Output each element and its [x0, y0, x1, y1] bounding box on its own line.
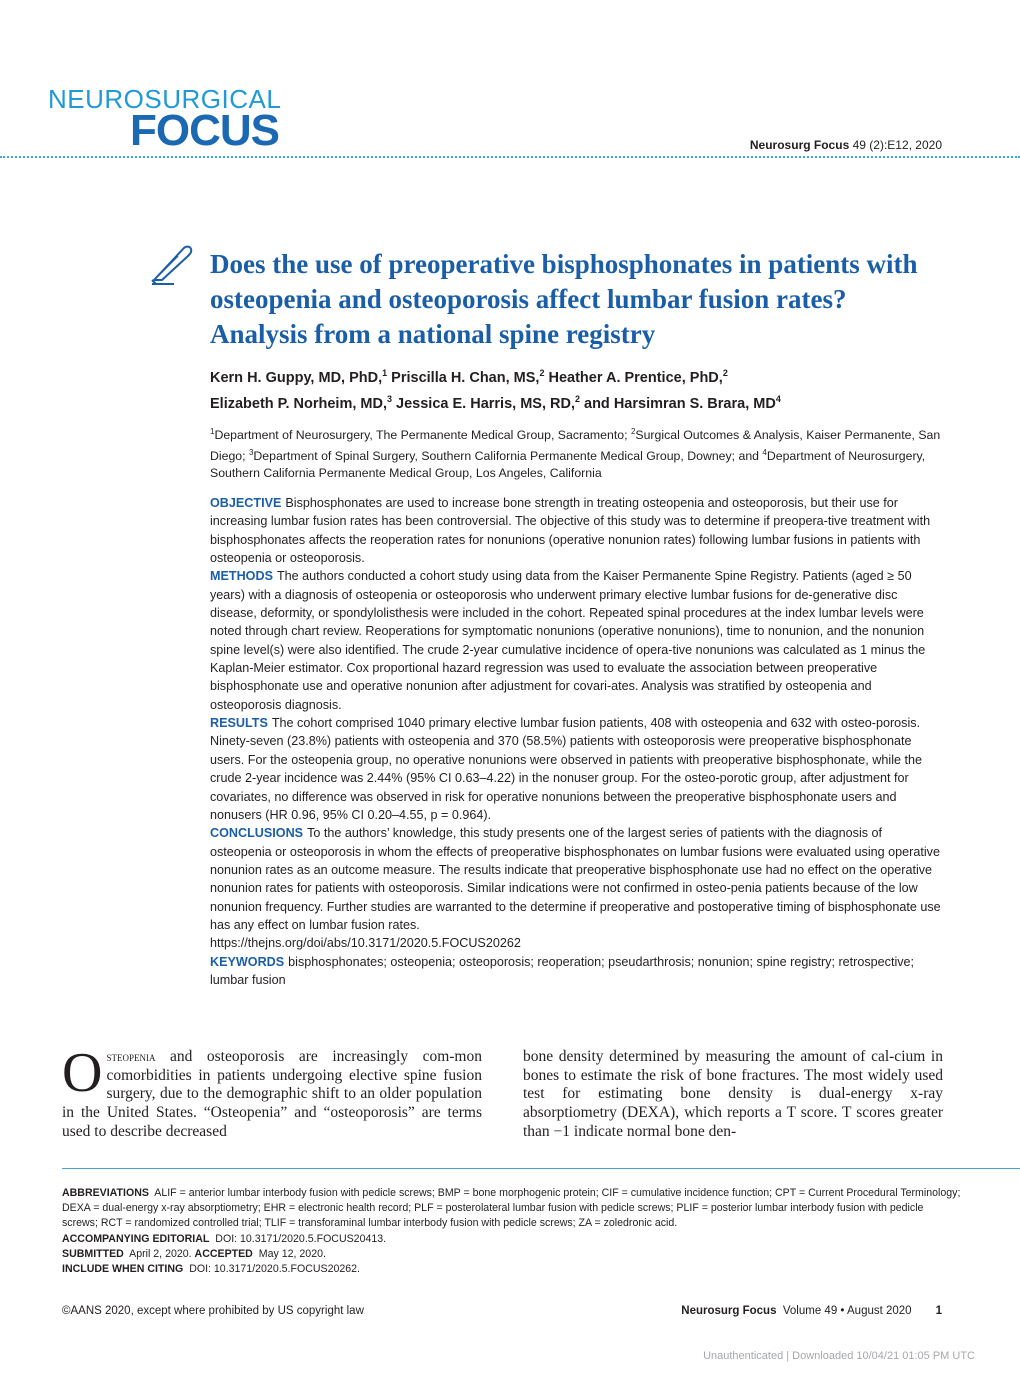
body-column-right	[523, 1048, 943, 1142]
footnote-divider	[62, 1168, 1020, 1169]
methods-text: The authors conducted a cohort study using data from the Kaiser Permanente Spine Registry. Patients (aged ≥ 50 years) with a diagnosis of osteopenia or osteoporosis who underwent primary elective lumbar fusions for de-generative disc disease, deformity, or spondylolisthesis were included in the cohort. Repeated spinal procedures at the index lumbar levels were noted through chart review. Reoperations for symptomatic nonunions (operative nonunions), time to nonunion, and the nonunion spine level(s) were also identified. The crude 2-year cumulative incidence of opera-tive nonunions was calculated as 1 minus the Kaplan-Meier estimator. Cox proportional hazard regression was used to evaluate the association between preoperative bisphosphonate use and operative nonunion after adjustment for covari-ates. Analysis was stratified by osteopenia and osteoporosis diagnosis.	[210, 569, 926, 712]
results-label: RESULTS	[210, 716, 268, 731]
editorial-label: ACCOMPANYING EDITORIAL	[62, 1232, 210, 1245]
author-affiliation-marker: 2	[722, 368, 728, 378]
author-affiliation-marker: 4	[775, 393, 781, 404]
affiliation-number: 4	[762, 448, 767, 458]
author-affiliation-marker: 3	[387, 393, 393, 404]
accepted-label: ACCEPTED	[194, 1247, 253, 1260]
affiliation-text: Department of Neurosurgery, The Permanente Medical Group, Sacramento;	[214, 428, 631, 443]
abstract-keywords	[210, 953, 944, 990]
affiliations	[210, 423, 950, 482]
objective-text: Bisphosphonates are used to increase bone strength in treating osteopenia and osteoporosis, but their use for increasing lumbar fusion rates has been controversial. The objective of this study was to determine if preopera-tive treatment with bisphosphonates affects the reoperation rates for nonunions (operative nonunion rates) following lumbar fusions in patients with osteopenia or osteoporosis.	[210, 496, 931, 566]
lead-smallcaps: steopenia	[106, 1049, 156, 1064]
author: Kern H. Guppy, MD, PhD,	[210, 369, 383, 386]
body-column-left	[62, 1042, 482, 1142]
conclusions-label: CONCLUSIONS	[210, 826, 304, 841]
affiliation-number: 2	[630, 427, 636, 436]
citation-journal-name: Neurosurg Focus	[749, 138, 850, 152]
affiliation-number: 1	[210, 427, 215, 436]
page-footer	[681, 1305, 942, 1317]
footnotes	[62, 1186, 962, 1277]
keywords-label: KEYWORDS	[210, 954, 285, 969]
author: Heather A. Prentice, PhD,	[548, 369, 723, 386]
abbreviations-label: ABBREVIATIONS	[62, 1187, 149, 1199]
editorial-doi: DOI: 10.3171/2020.5.FOCUS20413.	[215, 1232, 387, 1245]
author: Priscilla H. Chan, MS,	[391, 369, 540, 386]
affiliation-text: Surgical Outcomes & Analysis, Kaiser Permanente, San Diego;	[210, 428, 941, 464]
citing-label: INCLUDE WHEN CITING	[62, 1263, 184, 1276]
download-note: Unauthenticated | Downloaded 10/04/21 01:05 PM UTC	[703, 1350, 975, 1362]
body-text-left: and osteoporosis are increasingly com-mon comorbidities in patients undergoing elective spine fusion surgery, due to the demographic shift to an older population in the United States. “Osteopenia” and “osteoporosis” are terms used to describe decreased	[62, 1048, 482, 1140]
objective-label: OBJECTIVE	[210, 496, 282, 510]
submission-dates	[62, 1247, 962, 1262]
author: Jessica E. Harris, MS, RD,	[396, 395, 575, 412]
page-number: 1	[935, 1305, 942, 1317]
citing-doi: DOI: 10.3171/2020.5.FOCUS20262.	[189, 1263, 360, 1276]
submitted-label: SUBMITTED	[62, 1247, 124, 1260]
affiliation-text: Department of Spinal Surgery, Southern California Permanente Medical Group, Downey; and	[253, 449, 763, 464]
abstract-methods	[210, 567, 944, 714]
journal-brand-line1: NEUROSURGICAL	[48, 84, 282, 114]
article-title: Does the use of preoperative bisphosphonates in patients with osteopenia and osteoporosis affect lumbar fusion rates? Analysis from a national spine registry	[210, 249, 918, 349]
author-affiliation-marker: 2	[574, 393, 580, 404]
affiliation-number: 3	[248, 448, 254, 458]
accepted-date: May 12, 2020.	[258, 1247, 326, 1260]
keywords-text: bisphosphonates; osteopenia; osteoporosis; reoperation; pseudarthrosis; nonunion; spine registry; retrospective; lumbar fusion	[210, 954, 915, 987]
abstract-objective	[210, 494, 944, 567]
journal-citation	[750, 138, 942, 152]
author: Elizabeth P. Norheim, MD,	[210, 395, 387, 412]
abstract-conclusions	[210, 824, 944, 934]
submitted-date: April 2, 2020.	[129, 1247, 192, 1260]
abbreviations	[62, 1186, 962, 1232]
results-text: The cohort comprised 1040 primary elective lumbar fusion patients, 408 with osteopenia and 632 with osteo-porosis. Ninety-seven (23.8%) patients with osteopenia and 370 (58.5%) patients with osteoporosis were preoperative bisphosphonate users. For the osteopenia group, no operative nonunions were observed in patients with preoperative bisphosphonate, while the crude 2-year incidence was 2.44% (95% CI 0.63–4.22) in the nonuser group. For the osteo-porotic group, after adjustment for covariates, no difference was observed in risk for operative nonunions between the preoperative bisphosphonate users and nonusers (HR 0.96, 95% CI 0.20–4.55, p = 0.964).	[210, 716, 923, 822]
journal-brand-line2: FOCUS	[130, 106, 279, 155]
methods-label: METHODS	[210, 569, 273, 584]
abbreviations-text: ALIF = anterior lumbar interbody fusion with pedicle screws; BMP = bone morphogenic protein; CIF = cumulative incidence function; CPT = Current Procedural Terminology; DEXA = dual-energy x-ray absorptiometry; EHR = electronic health record; PLF = posterolateral lumbar fusion with pedicle screws; PLIF = posterior lumbar interbody fusion with pedicle screws; RCT = randomized controlled trial; TLIF = transforaminal lumbar interbody fusion with pedicle screws; ZA = zoledronic acid.	[62, 1187, 961, 1230]
footer-journal: Neurosurg Focus	[681, 1305, 777, 1317]
abstract-results	[210, 714, 944, 824]
citation-reference: 49 (2):E12, 2020	[852, 138, 942, 152]
abstract	[210, 494, 944, 989]
doi-link[interactable]: https://thejns.org/doi/abs/10.3171/2020.5.FOCUS20262	[210, 936, 521, 951]
author-list	[210, 363, 950, 415]
drop-cap: O	[62, 1042, 103, 1104]
conclusions-text: To the authors’ knowledge, this study presents one of the largest series of patients with the diagnosis of osteopenia or osteoporosis in whom the effects of preoperative bisphosphonates on lumbar fusions were evaluated using operative nonunion rates as an outcome measure. The results indicate that preoperative bisphosphonate use had no effect on the operative nonunion rates for patients with osteoporosis. Similar indications were not confirmed in osteo-penia patients because of the low nonunion frequency. Further studies are warranted to the determine if preoperative and postoperative timing of bisphosphonate use has any effect on lumbar fusion rates.	[210, 826, 941, 932]
include-when-citing	[62, 1262, 962, 1277]
copyright-notice: ©AANS 2020, except where prohibited by US copyright law	[62, 1305, 364, 1317]
header-divider	[0, 156, 1020, 158]
author: and Harsimran S. Brara, MD	[584, 395, 776, 412]
accompanying-editorial	[62, 1232, 962, 1247]
pen-nib-icon	[148, 240, 194, 286]
footer-volume: Volume 49 • August 2020	[782, 1305, 912, 1317]
author-affiliation-marker: 2	[539, 368, 545, 378]
affiliation-text: Department of Neurosurgery, Southern California Permanente Medical Group, Los Angeles, California	[210, 449, 926, 481]
author-affiliation-marker: 1	[382, 368, 388, 378]
body-text-right: bone density determined by measuring the amount of cal-cium in bones to estimate the risk of bone fractures. The most widely used test for estimating bone density is dual-energy x-ray absorptiometry (DEXA), which reports a T score. T scores greater than −1 indicate normal bone den-	[523, 1048, 943, 1140]
